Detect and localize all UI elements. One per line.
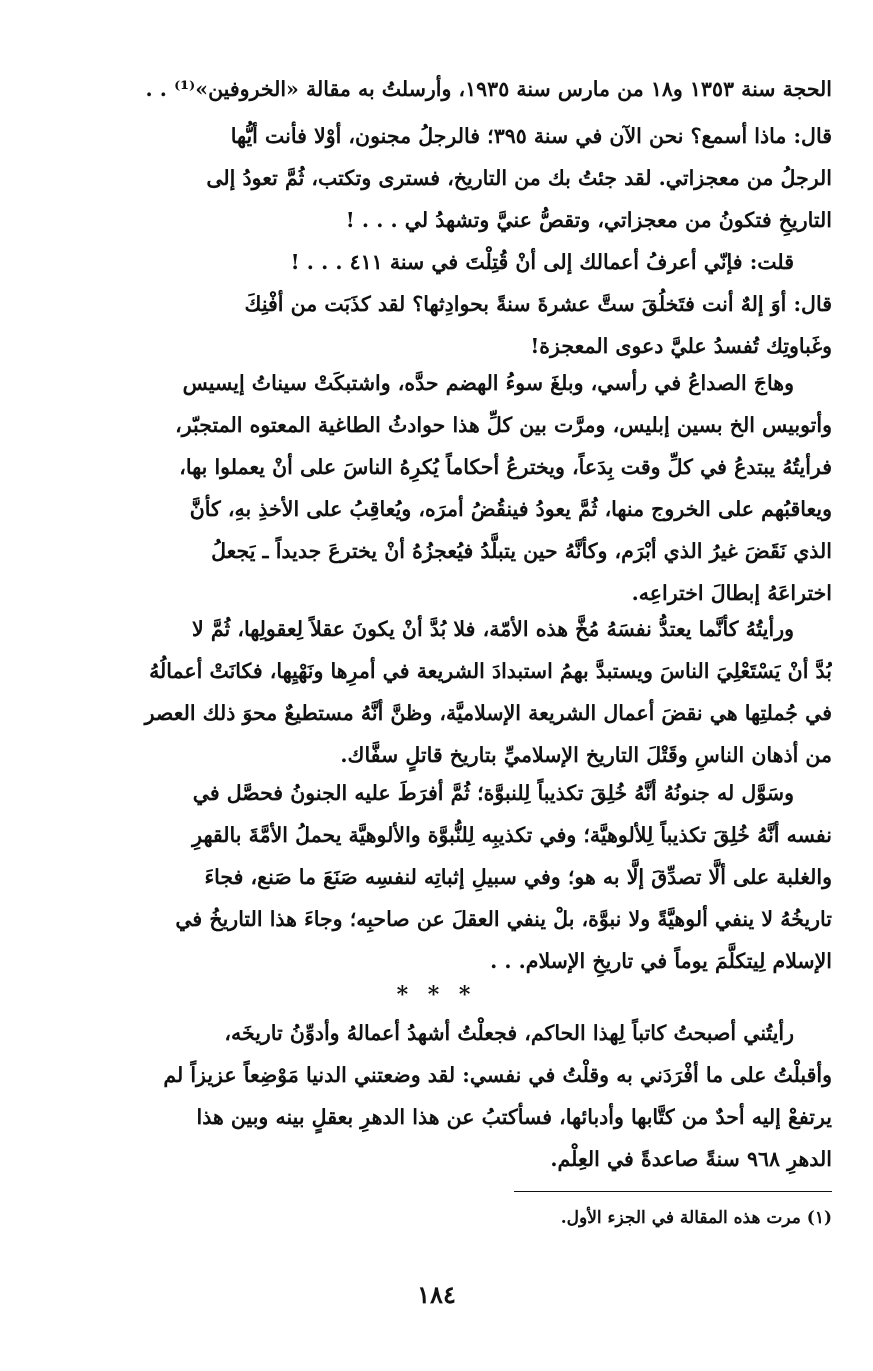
page-number: ١٨٤ bbox=[417, 1280, 456, 1309]
text-line: تاريخُهُ لا ينفي ألوهيَّةً ولا نبوَّة، بلْ ينفي العقلَ عن صاحبِه؛ وجاءَ هذا التاريخُ في bbox=[175, 907, 832, 931]
text-line: الحجة سنة ١٣٥٣ و١٨ من مارس سنة ١٩٣٥، وأرسلتُ به مقالة «الخروفين»⁽¹⁾ . . bbox=[145, 77, 832, 101]
text-line: وغَباوتِك تُفسدُ عليَّ دعوى المعجزة! bbox=[530, 334, 832, 358]
text-line: قال: أوَ إلهٌ أنت فتَخلُقَ ستَّ عشرةَ سنةً بحوادِثها؟ لقد كذَبَت من أفْنِكَ bbox=[244, 292, 832, 316]
text-line: الرجلُ من معجزاتي. لقد جئتُ بك من التاريخ، فسترى وتكتب، ثُمَّ تعودُ إلى bbox=[206, 166, 832, 190]
paragraph-nation bbox=[42, 608, 832, 776]
paragraph-continuation bbox=[42, 68, 832, 110]
text-line: اختراعَهُ إبطالَ اختراعِه. bbox=[631, 581, 832, 605]
text-line: نفسه أنَّهُ خُلِقَ تكذيباً لِلألوهيَّة؛ وفي تكذيبِه لِلنُّبوَّة والألوهيَّة يحملُ الأمَّةَ بالقهرِ bbox=[192, 823, 832, 847]
paragraph-dialogue bbox=[42, 115, 832, 367]
text-line: يرتفعْ إليه أحدٌ من كتَّابها وأدبائها، فسأكتبُ عن هذا الدهرِ بعقلٍ بينه وبين هذا bbox=[196, 1105, 832, 1129]
paragraph-scribe bbox=[42, 1012, 832, 1180]
text-line: في جُملتِها هي نقضَ أعمال الشريعة الإسلاميَّة، وظنَّ أنَّهُ مستطيعٌ محوَ ذلك العصر bbox=[144, 701, 832, 725]
text-line: من أذهان الناسِ وقَتْلَ التاريخ الإسلاميِّ بتاريخ قاتلٍ سفَّاك. bbox=[340, 743, 832, 767]
text-line: بُدَّ أنْ يَسْتَعْلِيَ الناسَ ويستبدَّ بهمُ استبدادَ الشريعة في أمرِها ونَهْيِها، فكانَتْ أعمالُهُ bbox=[149, 659, 832, 683]
text-line: الإسلام لِيتكلَّمَ يوماً في تاريخِ الإسلام. . . bbox=[490, 949, 832, 973]
footnote: (١) مرت هذه المقالة في الجزء الأول. bbox=[560, 1208, 832, 1228]
text-line: الدهرِ ٩٦٨ سنةً صاعدةً في العِلْم. bbox=[550, 1147, 832, 1171]
text-line: قال: ماذا أسمع؟ نحن الآن في سنة ٣٩٥؛ فالرجلُ مجنون، أوْلا فأنت أيُّها bbox=[230, 124, 832, 148]
text-line: والغلبة على ألَّا تصدِّقَ إلَّا به هو؛ وفي سبيلِ إثباتِه لنفسِه صَنَعَ ما صَنع، فجاءَ bbox=[204, 865, 832, 889]
text-line: ويعاقبُهم على الخروج منها، ثُمَّ يعودُ فينقُضُ أمرَه، ويُعاقِبُ على الأخذِ بهِ، كأنَّ bbox=[189, 497, 832, 521]
text-line: التاريخِ فتكونُ من معجزاتي، وتقصُّ عنيَّ وتشهدُ لي . . . ! bbox=[345, 208, 832, 232]
text-line: وسَوَّل له جنونُهُ أنَّهُ خُلِقَ تكذيباً لِلنبوَّة؛ ثُمَّ أفرَطَ عليه الجنونُ فحصَّل في bbox=[192, 781, 794, 805]
paragraph-madness bbox=[42, 772, 832, 982]
text-line: فرأيتُهُ يبتدعُ في كلِّ وقت بِدَعاً، ويخترعُ أحكاماً يُكرِهُ الناسَ على أنْ يعملوا بها، bbox=[179, 455, 832, 479]
text-line: قلت: فإنّي أعرفُ أعمالك إلى أنْ قُتِلْتَ في سنة ٤١١ . . . ! bbox=[290, 250, 794, 274]
text-line: وأتوبيس الخ بسين إبليس، ومرَّت بين كلِّ هذا حوادثُ الطاغية المعتوه المتجبّر، bbox=[175, 413, 832, 437]
text-line: ورأيتُهُ كأنَّما يعتدُّ نفسَهُ مُخَّ هذه الأمّة، فلا بُدَّ أنْ يكونَ عقلاً لِعقولِها، ثُمَّ لا bbox=[192, 617, 794, 641]
text-line: وأقبلْتُ على ما أفْرَدَني به وقلْتُ في نفسي: لقد وضعتني الدنيا مَوْضِعاً عزيزاً لم bbox=[163, 1063, 832, 1087]
text-line: رأيتُني أصبحتُ كاتباً لِهذا الحاكم، فجعلْتُ أشهدُ أعمالهُ وأدوِّنُ تاريخَه، bbox=[224, 1021, 794, 1045]
section-separator: * * * bbox=[396, 982, 477, 1008]
text-line: الذي نَقَضَ غيرُ الذي أبْرَم، وكأنَّهُ حين يتبلَّدُ فيُعجزُهُ أنْ يخترعَ جديداً ـ يَجعلُ bbox=[211, 539, 832, 563]
paragraph-headache bbox=[42, 362, 832, 614]
text-line: وهاجَ الصداعُ في رأسي، وبلغَ سوءُ الهضم حدَّه، واشتبكَتْ سيناتُ إيسيس bbox=[182, 371, 794, 395]
footnote-divider bbox=[514, 1191, 832, 1192]
